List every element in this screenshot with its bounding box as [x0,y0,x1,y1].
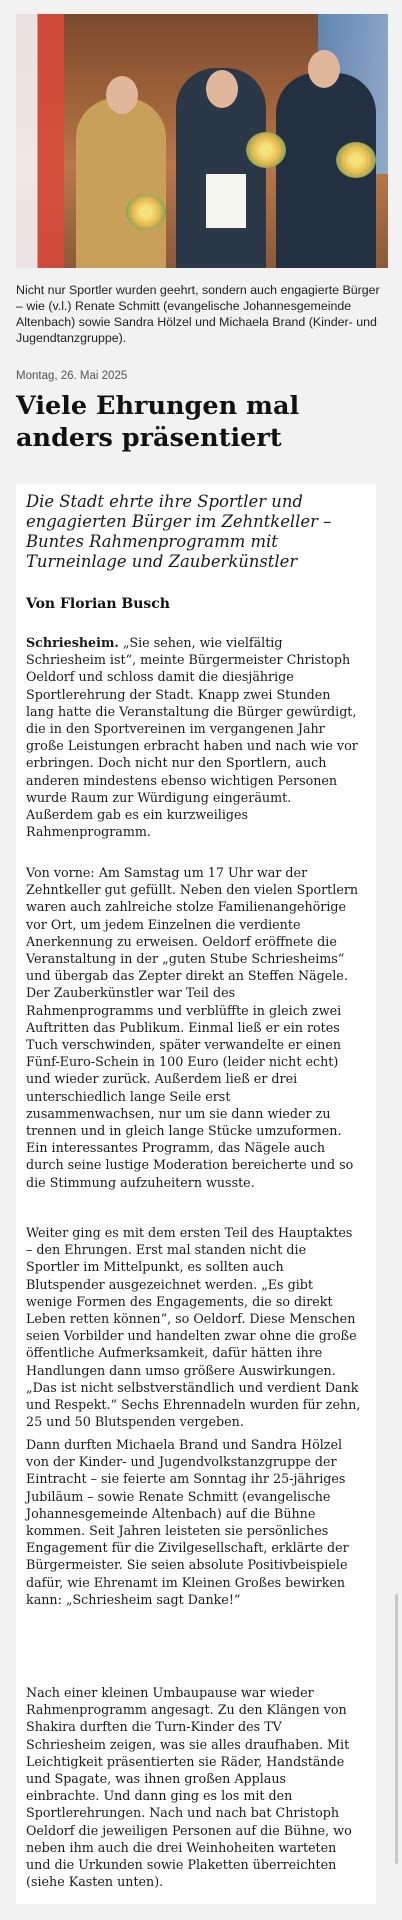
flower-bouquet [336,142,376,178]
article-paragraph [26,634,362,840]
flower-bouquet [126,194,166,230]
flower-bouquet [246,132,286,168]
publish-date: Montag, 26. Mai 2025 [16,370,128,382]
person-head [206,70,238,108]
paragraph-text: „Sie sehen, wie vielfältig Schriesheim ist“, meinte Bürgermeister Christoph Oeldorf und schloss damit die diesjährige Sportlerehrung der Stadt. Knapp zwei Stunden lang hatte die Veranstaltung die Bürger gewürdigt, die in den Sportvereinen im vergangenen Jahr große Leistungen erbracht haben und nach wie vor erbringen. Doch nicht nur den Sportlern, auch anderen mindestens ebenso wichtigen Personen wurde Raum zur Würdigung eingeräumt. Außerdem gab es ein kurzweiliges Rahmenprogramm. [26,635,358,840]
article-paragraph: Von vorne: Am Samstag um 17 Uhr war der Zehntkeller gut gefüllt. Neben den vielen Sportlern waren auch zahlreiche stolze Familienangehörige vor Ort, um jedem Einzelnen die verdiente Anerkennung zu erweisen. Oeldorf eröffnete die Veranstaltung in der „guten Stube Schriesheims“ und übergab das Zepter direkt an Steffen Nägele. Der Zauberkünstler war Teil des Rahmenprogramms und verblüffte in gleich zwei Auftritten das Publikum. Einmal ließ er ein rotes Tuch verschwinden, später verwandelte er einen Fünf-Euro-Schein in 100 Euro (leider nicht echt) und wieder zurück. Außerdem ließ er drei unterschiedlich lange Seile erst zusammenwachsen, nur um sie dann wieder zu trennen und in gleich lange Stücke umzuformen. Ein interessantes Programm, das Nägele auch durch seine lustige Moderation bereicherte und so die Stimmung aufzuheitern wusste. [26,865,359,1190]
article-photo [16,14,388,268]
person-figure [76,98,166,268]
article-paragraph: Dann durften Michaela Brand und Sandra Hölzel von der Kinder- und Jugendvolkstanzgruppe der Eintracht – sie feierte am Sonntag ihr 25-jähriges Jubiläum – sowie Renate Schmitt (evangelische Johannesgemeinde Altenbach) auf die Bühne kommen. Seit Jahren leisteten sie persönliches Engagement für die Zivilgesellschaft, erklärte der Bürgermeister. Sie seien absolute Positivbeispiele dafür, wie Ehrenamt im Kleinen Großes bewirken kann: „Schriesheim sagt Danke!“ [26,1437,349,1607]
photo-caption: Nicht nur Sportler wurden geehrt, sondern auch engagierte Bürger – wie (v.l.) Renate Schmitt (evangelische Johannesgemeinde Altenbach) sowie Sandra Hölzel und Michaela Brand (Kinder- und Jugendtanzgruppe). [16,283,380,345]
article-paragraph: Weiter ging es mit dem ersten Teil des Hauptaktes – den Ehrungen. Erst mal standen nicht die Sportler im Mittelpunkt, es sollten auch Blutspender ausgezeichnet werden. „Es gibt wenige Formen des Engagements, die so direkt Leben retten können“, so Oeldorf. Diese Menschen seien Vorbilder und handelten zwar ohne die große öffentliche Aufmerksamkeit, dafür hätten ihre Handlungen dann umso größere Auswirkungen. „Das ist nicht selbstverständlich und verdient Dank und Respekt.“ Sechs Ehrennadeln wurden für zehn, 25 und 50 Blutspenden vergeben. [26,1225,361,1430]
article-body [16,484,376,1904]
scrollbar[interactable] [395,1594,398,1864]
person-head [106,76,138,114]
certificate [206,174,246,228]
article-paragraph: Nach einer kleinen Umbaupause war wieder Rahmenprogramm angesagt. Zu den Klängen von Shakira durften die Turn-Kinder des TV Schriesheim zeigen, was sie alles draufhaben. Mit Leichtigkeit präsentierten sie Räder, Handstände und Spagate, was ihnen großen Applaus einbrachte. Und dann ging es los mit den Sportlerehrungen. Nach und nach bat Christoph Oeldorf die jeweiligen Personen auf die Bühne, wo neben ihm auch die drei Weinhoheiten warteten und die Urkunden sowie Plaketten überreichten (siehe Kasten unten). [26,1685,352,1890]
article-headline: Viele Ehrungen mal anders präsentiert [16,391,300,453]
flag-decoration [16,14,64,268]
article-byline: Von Florian Busch [26,596,170,612]
dateline-place: Schriesheim. [26,635,119,650]
article-lead: Die Stadt ehrte ihre Sportler und engagierten Bürger im Zehntkeller – Buntes Rahmenprogramm mit Turneinlage und Zauberkünstler [26,492,332,571]
person-head [308,50,340,88]
